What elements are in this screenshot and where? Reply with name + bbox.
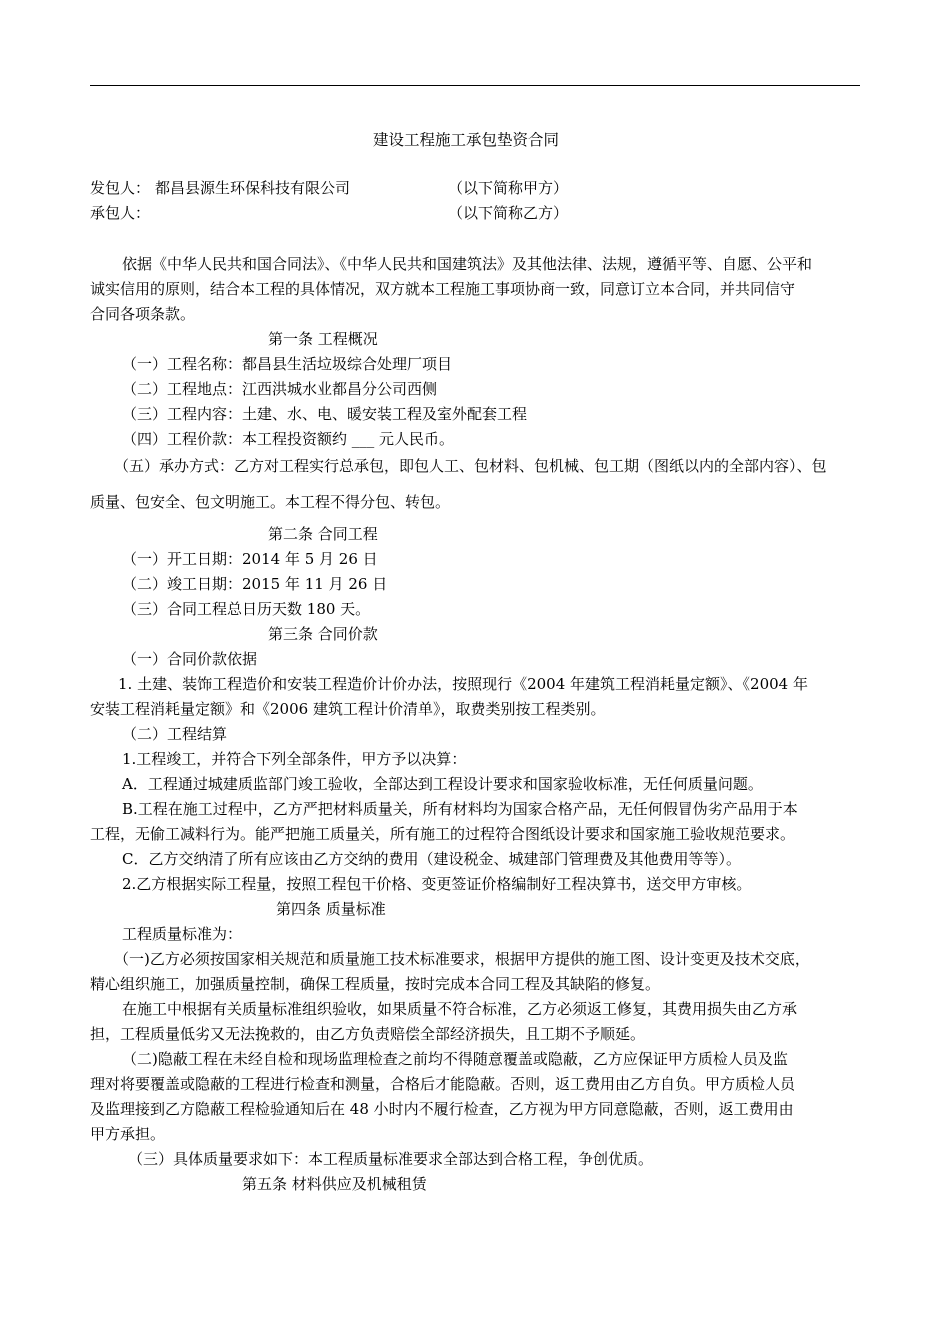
article4-item: 工程质量标准为： [122,925,243,943]
employer-name: 都昌县源生环保科技有限公司 [155,179,351,197]
article4-item: （三）具体质量要求如下：本工程质量标准要求全部达到合格工程，争创优质。 [128,1150,654,1168]
preamble-line: 依据《中华人民共和国合同法》、《中华人民共和国建筑法》及其他法律、法规，遵循平等、自愿、公平和 [122,255,813,273]
article3-item: C．乙方交纳清了所有应该由乙方交纳的费用（建设税金、城建部门管理费及其他费用等等）。 [122,850,741,868]
article2-item: （一）开工日期：2014 年 5 月 26 日 [122,550,378,568]
article1-item: （四）工程价款：本工程投资额约 ___ 元人民币。 [122,430,455,448]
article4-item: 理对将要覆盖或隐蔽的工程进行检查和测量，合格后才能隐蔽。否则，返工费用由乙方自负。甲方质检人员 [90,1075,796,1093]
article2-item: （二）竣工日期：2015 年 11 月 26 日 [122,575,388,593]
article3-item: A．工程通过城建质监部门竣工验收，全部达到工程设计要求和国家验收标准，无任何质量问题。 [122,775,763,793]
contractor-abbr: （以下简称乙方） [448,204,569,222]
article3-item: 1.工程竣工，并符合下列全部条件，甲方予以决算： [122,750,467,768]
article3-item: （一）合同价款依据 [122,650,258,668]
article3-item: 2.乙方根据实际工程量，按照工程包干价格、变更签证价格编制好工程决算书，送交甲方审核。 [122,875,752,893]
article1-item: （三）工程内容：土建、水、电、暖安装工程及室外配套工程 [122,405,528,423]
article3-item: 工程，无偷工减料行为。能严把施工质量关，所有施工的过程符合图纸设计要求和国家施工验收规范要求。 [90,825,796,843]
article4-item: 精心组织施工，加强质量控制，确保工程质量，按时完成本合同工程及其缺陷的修复。 [90,975,661,993]
article3-item: 1. 土建、装饰工程造价和安装工程造价计价办法，按照现行《2004 年建筑工程消耗量定额》、《2004 年 [118,675,808,693]
article4-item: 担，工程质量低劣又无法挽救的，由乙方负责赔偿全部经济损失，且工期不予顺延。 [90,1025,646,1043]
article4-item: （一)乙方必须按国家相关规范和质量施工技术标准要求，根据甲方提供的施工图、设计变更及技术交底， [114,950,810,968]
article1-item: （二）工程地点：江西洪城水业都昌分公司西侧 [122,380,438,398]
employer-label: 发包人： [90,179,151,197]
article4-item: 及监理接到乙方隐蔽工程检验通知后在 48 小时内不履行检查，乙方视为甲方同意隐蔽，否则，返工费用由 [90,1100,794,1118]
article4-item: （二)隐蔽工程在未经自检和现场监理检查之前均不得随意覆盖或隐蔽，乙方应保证甲方质检人员及监 [122,1050,788,1068]
article1-item: （五）承办方式：乙方对工程实行总承包，即包人工、包材料、包机械、包工期（图纸以内的全部内容）、包 [114,457,827,475]
article2-heading: 第二条 合同工程 [268,525,378,543]
article1-item: 质量、包安全、包文明施工。本工程不得分包、转包。 [90,493,451,511]
article5-heading: 第五条 材料供应及机械租赁 [242,1175,427,1193]
article3-item: B.工程在施工过程中，乙方严把材料质量关，所有材料均为国家合格产品，无任何假冒伪劣产品用于本 [122,800,798,818]
article4-item: 在施工中根据有关质量标准组织验收，如果质量不符合标准，乙方必须返工修复，其费用损失由乙方承 [122,1000,798,1018]
preamble-line: 合同各项条款。 [90,305,196,323]
article1-item: （一）工程名称：都昌县生活垃圾综合处理厂项目 [122,355,453,373]
article2-item: （三）合同工程总日历天数 180 天。 [122,600,371,618]
employer-abbr: （以下简称甲方） [448,179,569,197]
article1-heading: 第一条 工程概况 [268,330,378,348]
header-rule [90,85,860,86]
article3-item: 安装工程消耗量定额》和《2006 建筑工程计价清单》，取费类别按工程类别。 [90,700,606,718]
article4-heading: 第四条 质量标准 [276,900,386,918]
document-title: 建设工程施工承包垫资合同 [373,131,560,149]
contractor-label: 承包人： [90,204,151,222]
preamble-line: 诚实信用的原则，结合本工程的具体情况，双方就本工程施工事项协商一致，同意订立本合同，并共同信守 [90,280,796,298]
article4-item: 甲方承担。 [90,1125,166,1143]
article3-heading: 第三条 合同价款 [268,625,378,643]
article3-item: （二）工程结算 [122,725,228,743]
